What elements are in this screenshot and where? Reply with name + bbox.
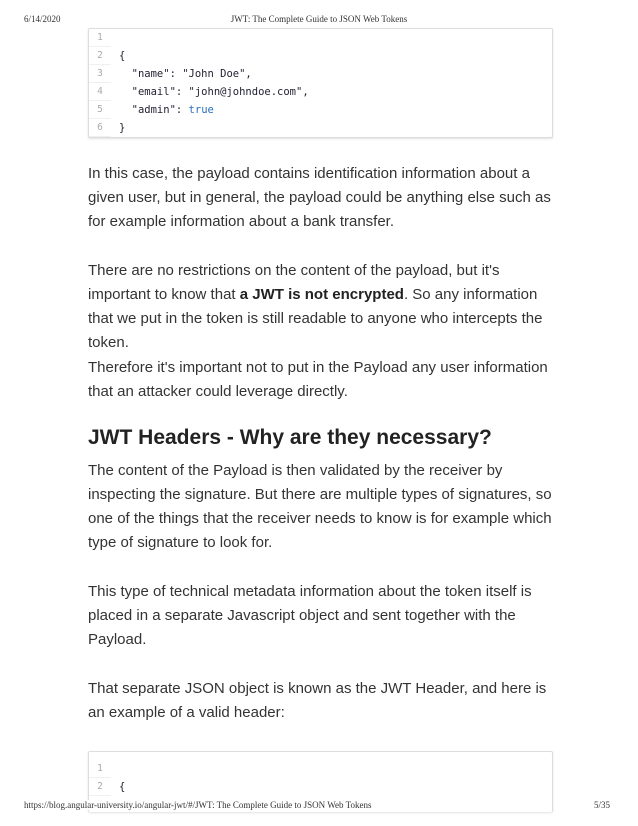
- section-heading: JWT Headers - Why are they necessary?: [88, 426, 492, 449]
- text: . So any information that we put in the token is still readable to anyone who intercepts the token.: [88, 286, 543, 351]
- page-number: 5/35: [594, 800, 611, 810]
- print-url: https://blog.angular-university.io/angular-jwt/#/JWT: The Complete Guide to JSON Web Tokens: [24, 800, 372, 810]
- text: There are no restrictions on the content of the payload, but it's important to know that: [88, 262, 500, 303]
- bold-text: a JWT is not encrypted: [239, 286, 404, 303]
- code-text: [111, 119, 125, 137]
- code-line: [89, 119, 552, 137]
- code-block-payload: [88, 28, 553, 138]
- code-line: [89, 83, 552, 101]
- code-token: "email": "john@johndoe.com",: [119, 86, 309, 98]
- line-number: 2: [89, 778, 111, 796]
- paragraph: This type of technical metadata information about the token itself is placed in a separate Javascript object and sent together with the Payload.: [88, 583, 532, 648]
- line-number: 1: [89, 29, 111, 47]
- code-token: }: [119, 122, 126, 134]
- print-date: 6/14/2020: [24, 14, 61, 24]
- line-number: 3: [89, 65, 111, 83]
- code-line: [89, 101, 552, 119]
- line-number: 2: [89, 47, 111, 65]
- code-line: [89, 29, 552, 47]
- paragraph: The content of the Payload is then validated by the receiver by inspecting the signature. But there are multiple types of signatures, so one of the things that the receiver needs to know is for example which type of signature to look for.: [88, 462, 552, 551]
- paragraph: In this case, the payload contains identification information about a given user, but in general, the payload could be anything else such as for example information about a bank transfer.: [88, 165, 551, 230]
- code-line: [89, 778, 552, 796]
- code-token: "admin":: [119, 104, 189, 116]
- line-number: 1: [89, 760, 111, 778]
- code-line: [89, 47, 552, 65]
- code-token: {: [119, 781, 126, 793]
- code-line: [89, 65, 552, 83]
- line-number: 5: [89, 101, 111, 119]
- code-line: [89, 760, 552, 778]
- code-text: [111, 47, 125, 65]
- code-text: [111, 83, 309, 101]
- paragraph: [88, 259, 558, 355]
- line-number: 4: [89, 83, 111, 101]
- code-keyword: true: [188, 104, 214, 116]
- code-text: [111, 65, 252, 83]
- paragraph: That separate JSON object is known as the JWT Header, and here is an example of a valid header:: [88, 680, 547, 721]
- code-token: "name": "John Doe",: [119, 68, 252, 80]
- code-text: [111, 760, 119, 778]
- line-number: 6: [89, 119, 111, 137]
- code-text: [111, 101, 214, 119]
- code-text: [111, 29, 119, 47]
- code-token: {: [119, 50, 126, 62]
- code-text: [111, 778, 125, 796]
- print-title: JWT: The Complete Guide to JSON Web Tokens: [230, 14, 408, 24]
- paragraph: Therefore it's important not to put in the Payload any user information that an attacker could leverage directly.: [88, 359, 548, 400]
